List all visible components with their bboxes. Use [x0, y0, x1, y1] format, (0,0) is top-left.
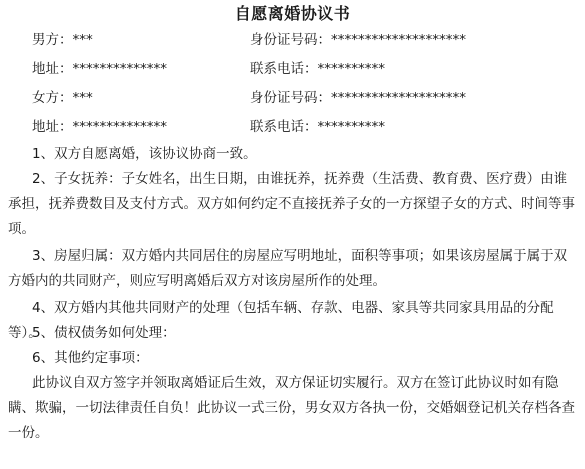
- document-title: 自愿离婚协议书: [234, 4, 351, 23]
- husband-phone: 联系电话：**********: [250, 61, 385, 77]
- party-row-wife-contact: [0, 116, 585, 138]
- wife-phone: 联系电话：**********: [250, 119, 385, 135]
- clause-debts: 5、债权债务如何处理：: [32, 325, 176, 341]
- clause-property: 4、双方婚内其他共同财产的处理（包括车辆、存款、电器、家具等共同家具用品的分配等）。: [8, 300, 554, 341]
- wife-id-number: 身份证号码：********************: [250, 90, 466, 106]
- husband-id-number: 身份证号码：********************: [250, 32, 466, 48]
- wife-address: 地址：**************: [32, 119, 167, 135]
- clause-child-custody: 2、子女抚养：子女姓名，出生日期，由谁抚养，抚养费（生活费、教育费、医疗费）由谁承担，抚养费数目及支付方式。双方如何约定不直接抚养子女的一方探望子女的方式、时间等事项。: [8, 171, 575, 237]
- clause-other: 6、其他约定事项：: [32, 350, 149, 366]
- husband-address: 地址：**************: [32, 61, 167, 77]
- closing-statement: 此协议自双方签字并领取离婚证后生效，双方保证切实履行。双方在签订此协议时如有隐瞒、欺骗，一切法律责任自负！此协议一式三份，男女双方各执一份，交婚姻登记机关存档各查一份。: [8, 375, 575, 441]
- wife-name: 女方：***: [32, 90, 93, 106]
- clause-house: 3、房屋归属：双方婚内共同居住的房屋应写明地址，面积等事项；如果该房屋属于属于双方婚内的共同财产，则应写明离婚后双方对该房屋所作的处理。: [8, 248, 568, 289]
- party-row-husband-contact: [0, 58, 585, 80]
- husband-name: 男方：***: [32, 32, 93, 48]
- clause-voluntary: 1、双方自愿离婚，该协议协商一致。: [32, 146, 257, 162]
- party-row-wife: [0, 87, 585, 109]
- party-row-husband: [0, 29, 585, 51]
